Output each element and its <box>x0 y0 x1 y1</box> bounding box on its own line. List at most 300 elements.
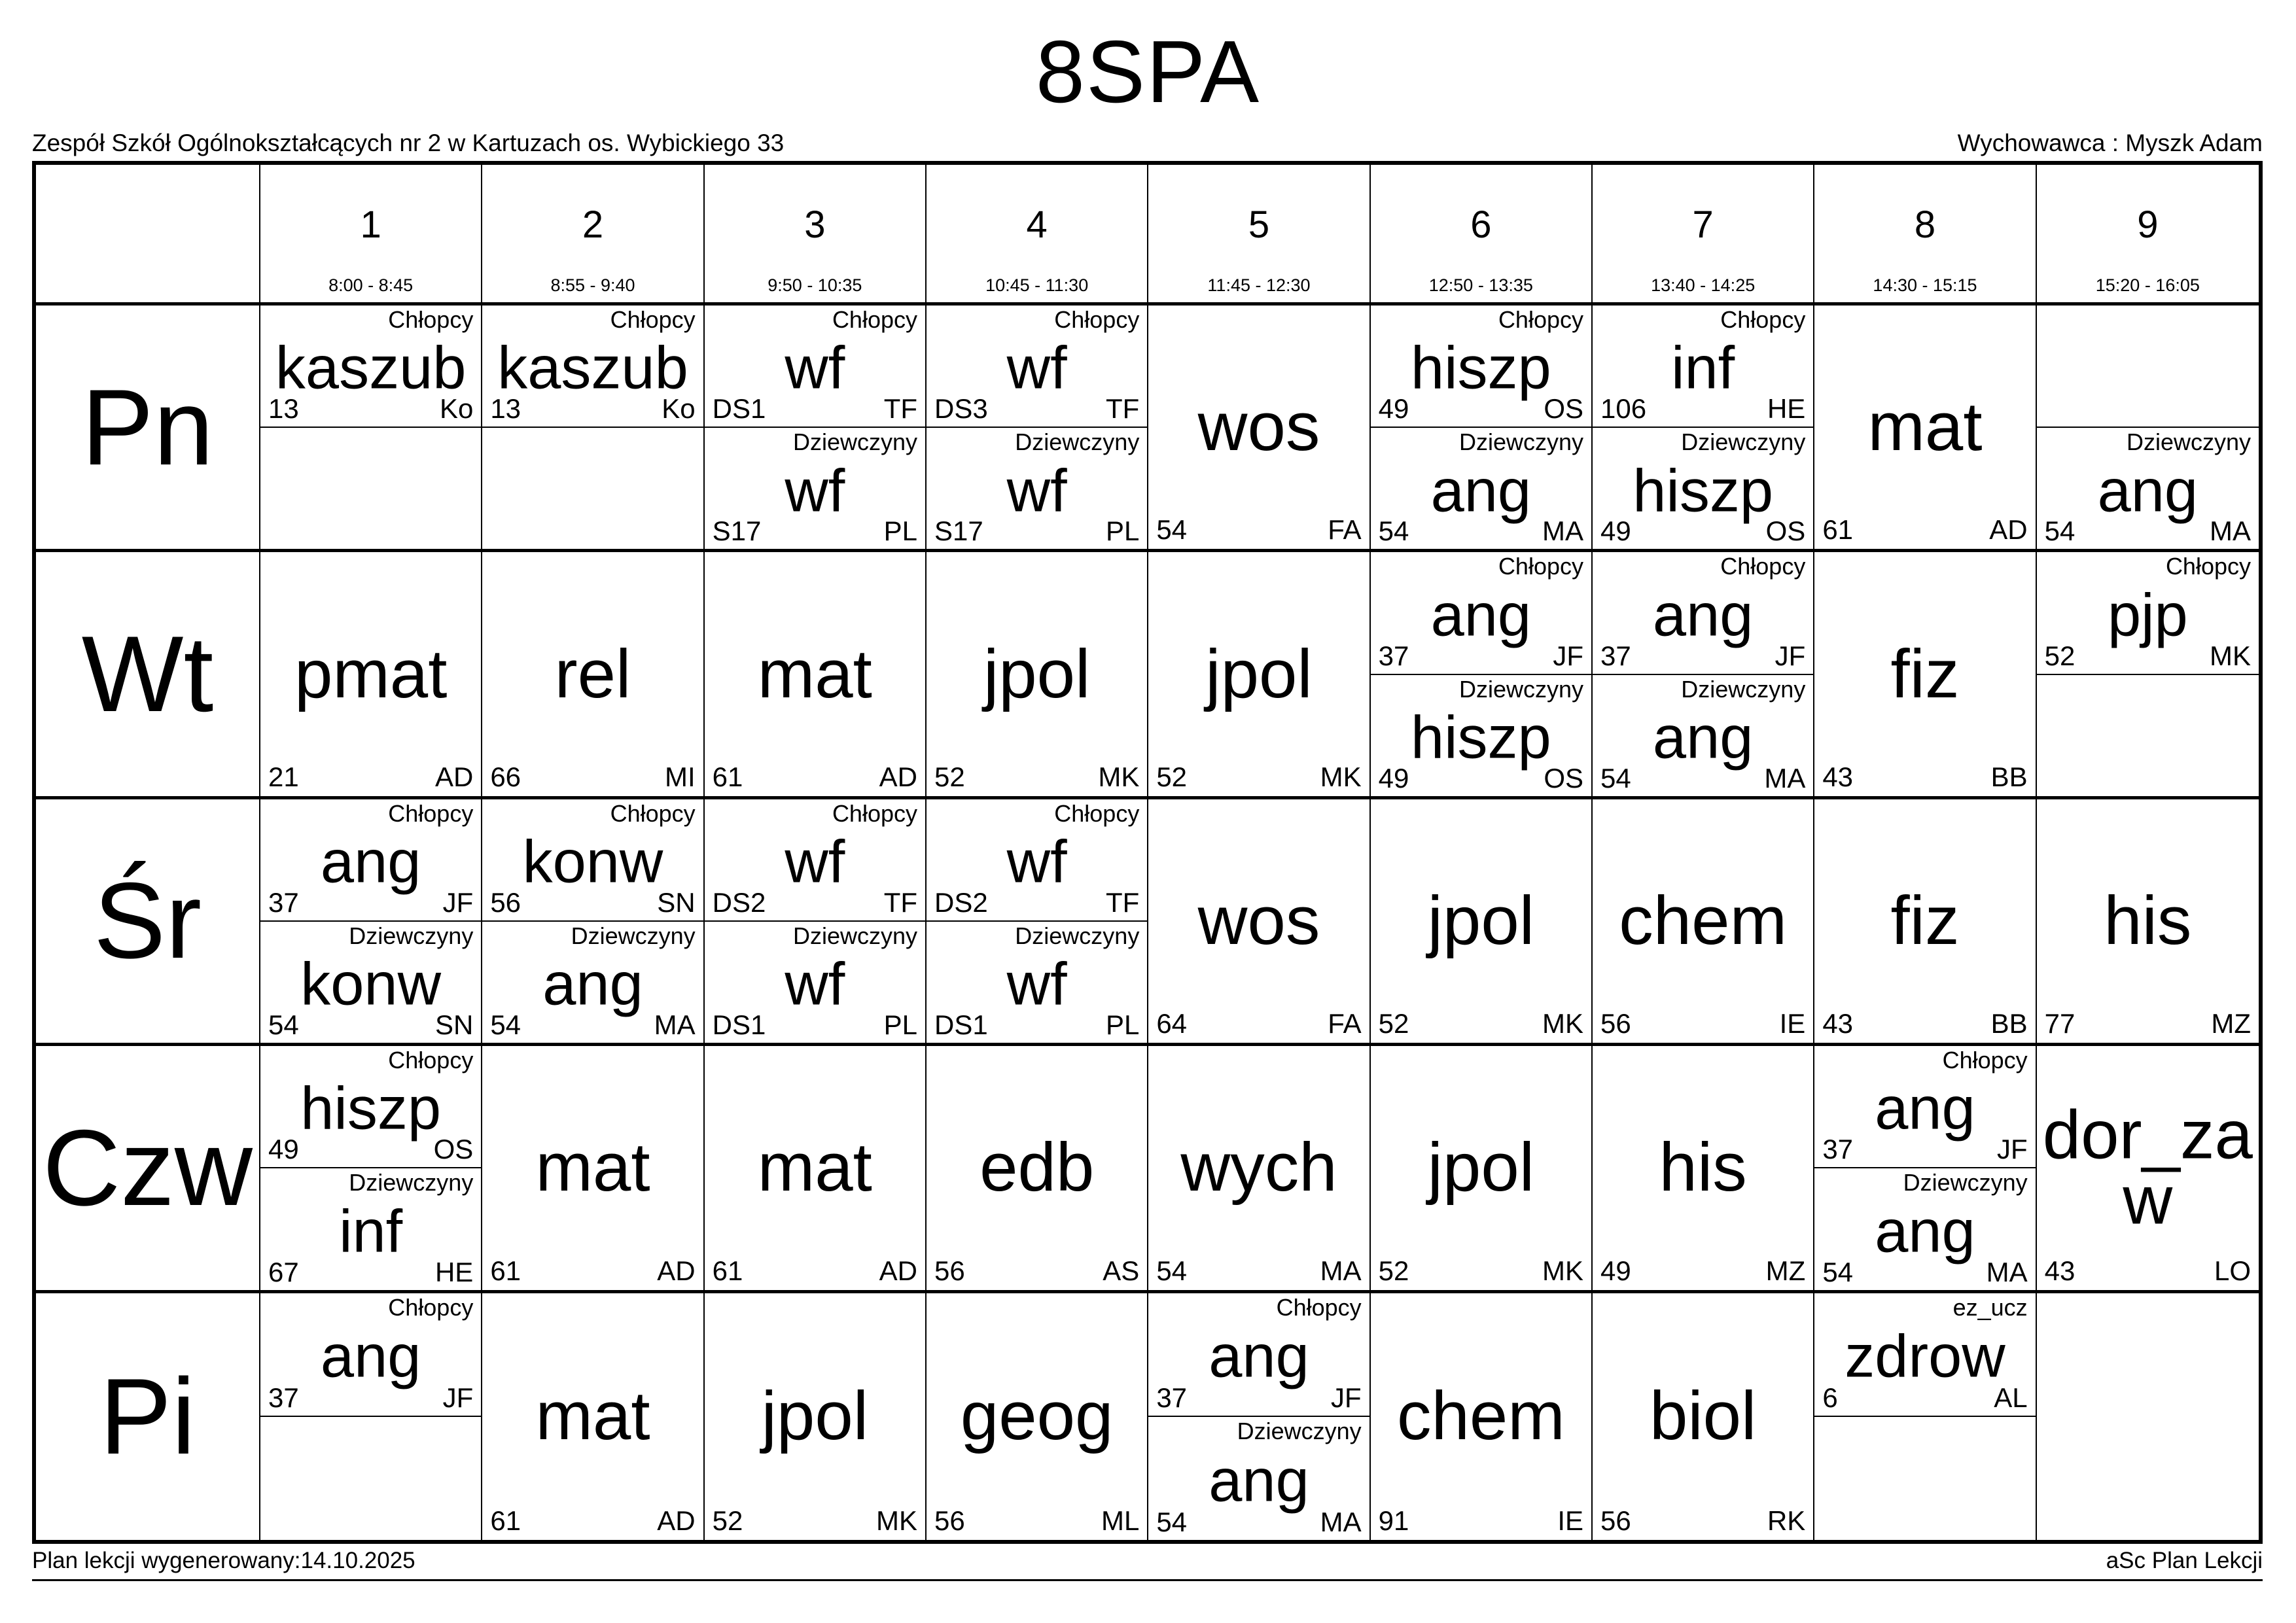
lesson-teacher: OS <box>1765 515 1806 547</box>
period-time: 13:40 - 14:25 <box>1651 275 1756 295</box>
group-label: Chłopcy <box>610 306 696 333</box>
lesson-cell <box>1593 552 1814 799</box>
lesson-subject: ang <box>1430 457 1532 524</box>
lesson-half-bottom <box>260 922 481 1043</box>
lesson-half-top <box>1814 1293 2035 1418</box>
lesson-teacher: SN <box>657 887 696 918</box>
lesson-cell <box>1148 1046 1370 1293</box>
lesson-teacher: PL <box>1105 1009 1140 1041</box>
lesson-subject: ang <box>542 951 643 1018</box>
group-label: Chłopcy <box>1498 306 1583 333</box>
lesson-cell <box>1371 305 1593 552</box>
lesson-subject: wos <box>1197 882 1320 960</box>
lesson-cell <box>482 552 704 799</box>
lesson-subject: ang <box>320 1323 421 1390</box>
lesson-subject: biol <box>1649 1378 1757 1455</box>
lesson-room: 52 <box>1378 1255 1409 1286</box>
lesson-room: 13 <box>268 393 299 425</box>
lesson-subject: wf <box>785 828 845 896</box>
lesson-subject: hiszp <box>300 1075 442 1142</box>
lesson-half-bottom <box>1814 1417 2035 1540</box>
lesson-teacher: IE <box>1557 1505 1583 1536</box>
app-name: aSc Plan Lekcji <box>2106 1548 2263 1573</box>
lesson-cell <box>705 1046 927 1293</box>
lesson-teacher: TF <box>1106 887 1140 918</box>
lesson-subject: wos <box>1197 389 1320 466</box>
lesson-teacher: RK <box>1767 1505 1806 1536</box>
lesson-half-bottom <box>1593 428 1813 549</box>
lesson-teacher: MA <box>654 1009 696 1041</box>
lesson-subject: mat <box>757 635 872 712</box>
group-label: Chłopcy <box>388 799 474 827</box>
lesson-half-bottom <box>482 922 703 1043</box>
lesson-subject: konw <box>300 951 442 1018</box>
lesson-teacher: MA <box>1320 1507 1362 1537</box>
lesson-teacher: BB <box>1990 761 2028 792</box>
lesson-room: 61 <box>712 1255 743 1286</box>
lesson-cell <box>1148 799 1370 1046</box>
tutor-name: Wychowawca : Myszk Adam <box>1957 130 2263 156</box>
period-time: 14:30 - 15:15 <box>1873 275 1977 295</box>
group-label: Chłopcy <box>1720 306 1806 333</box>
lesson-room: 43 <box>1822 1008 1854 1039</box>
lesson-teacher: ML <box>1101 1505 1140 1536</box>
lesson-room: 52 <box>712 1505 743 1536</box>
period-header-3 <box>705 165 927 305</box>
lesson-subject: wf <box>1006 334 1067 402</box>
lesson-room: 56 <box>1600 1008 1631 1039</box>
lesson-subject: wych <box>1180 1129 1337 1206</box>
lesson-room: 54 <box>1156 514 1188 546</box>
lesson-subject: ang <box>2097 457 2199 524</box>
lesson-room: 54 <box>1156 1255 1188 1286</box>
lesson-teacher: AS <box>1103 1255 1140 1286</box>
lesson-cell <box>1593 799 1814 1046</box>
lesson-teacher: MK <box>1542 1255 1583 1286</box>
lesson-cell <box>2037 799 2259 1046</box>
lesson-half-top <box>1148 1293 1369 1418</box>
lesson-room: 54 <box>268 1009 299 1041</box>
lesson-room: DS3 <box>934 393 988 425</box>
group-label: Dziewczyny <box>1458 675 1583 703</box>
day-label-pn: Pn <box>36 305 260 552</box>
lesson-half-top <box>260 799 481 922</box>
lesson-room: 37 <box>268 887 299 918</box>
lesson-half-top <box>705 799 925 922</box>
group-label: Dziewczyny <box>792 428 917 456</box>
lesson-teacher: MK <box>2210 640 2251 671</box>
lesson-subject: ang <box>1875 1075 1975 1142</box>
lesson-room: 66 <box>490 761 521 792</box>
lesson-cell <box>1148 305 1370 552</box>
lesson-subject: ang <box>1652 581 1754 648</box>
page-title: 8SPA <box>1035 22 1261 121</box>
lesson-room: 56 <box>934 1505 965 1536</box>
period-time: 8:55 - 9:40 <box>550 275 635 295</box>
lesson-cell <box>1371 552 1593 799</box>
lesson-teacher: MK <box>1098 761 1140 792</box>
period-number: 9 <box>2137 203 2159 247</box>
lesson-subject: mat <box>535 1378 650 1455</box>
lesson-teacher: FA <box>1328 514 1362 546</box>
lesson-room: 37 <box>1600 640 1631 671</box>
group-label: Dziewczyny <box>1015 428 1140 456</box>
group-label: Chłopcy <box>1054 799 1140 827</box>
lesson-cell <box>260 1046 482 1293</box>
lesson-room: DS1 <box>712 1009 766 1041</box>
lesson-teacher: TF <box>883 887 917 918</box>
lesson-room: 37 <box>268 1382 299 1414</box>
lesson-cell <box>705 799 927 1046</box>
lesson-room: DS1 <box>712 393 766 425</box>
lesson-subject: chem <box>1619 882 1788 960</box>
lesson-half-top <box>927 305 1147 428</box>
lesson-room: 49 <box>1378 762 1409 794</box>
lesson-half-top <box>482 799 703 922</box>
group-label: Dziewczyny <box>792 922 917 949</box>
lesson-subject: kaszub <box>497 334 688 402</box>
lesson-cell <box>1371 1046 1593 1293</box>
lesson-room: 52 <box>1378 1008 1409 1039</box>
lesson-room: 37 <box>1378 640 1409 671</box>
lesson-subject: wf <box>785 457 845 524</box>
lesson-subject: pmat <box>294 635 448 712</box>
lesson-cell <box>1814 552 2036 799</box>
lesson-room: 52 <box>934 761 965 792</box>
lesson-cell <box>705 305 927 552</box>
lesson-room: DS1 <box>934 1009 988 1041</box>
lesson-half-bottom <box>705 922 925 1043</box>
lesson-cell <box>705 1293 927 1540</box>
lesson-teacher: OS <box>433 1134 474 1165</box>
lesson-half-bottom <box>260 428 481 549</box>
lesson-teacher: PL <box>883 1009 917 1041</box>
lesson-teacher: MK <box>876 1505 917 1536</box>
day-label-pi: Pi <box>36 1293 260 1540</box>
lesson-subject: inf <box>1671 334 1735 402</box>
group-label: Chłopcy <box>1720 553 1806 580</box>
lesson-room: 49 <box>1600 1255 1631 1286</box>
lesson-half-bottom <box>705 428 925 549</box>
lesson-room: 54 <box>2044 515 2075 547</box>
lesson-half-bottom <box>2037 428 2259 549</box>
period-time: 8:00 - 8:45 <box>328 275 414 295</box>
lesson-cell <box>260 305 482 552</box>
period-number: 5 <box>1248 203 1270 247</box>
period-time: 11:45 - 12:30 <box>1207 275 1311 295</box>
lesson-teacher: SN <box>434 1009 474 1041</box>
lesson-half-bottom <box>1814 1168 2035 1289</box>
lesson-room: 67 <box>268 1256 299 1287</box>
lesson-cell <box>1814 1293 2036 1540</box>
group-label: Dziewczyny <box>1458 428 1583 456</box>
lesson-half-top <box>1371 305 1591 428</box>
lesson-teacher: AD <box>657 1505 696 1536</box>
lesson-cell <box>927 1293 1148 1540</box>
lesson-room: 56 <box>934 1255 965 1286</box>
lesson-half-bottom <box>1371 428 1591 549</box>
lesson-cell <box>260 799 482 1046</box>
lesson-subject: dor_zaw <box>2042 1096 2253 1239</box>
lesson-cell <box>482 1046 704 1293</box>
generated-date: Plan lekcji wygenerowany:14.10.2025 <box>32 1548 415 1573</box>
group-label: Dziewczyny <box>571 922 696 949</box>
lesson-room: 56 <box>1600 1505 1631 1536</box>
group-label: Chłopcy <box>1942 1047 2028 1074</box>
lesson-cell <box>1814 799 2036 1046</box>
lesson-subject: pjp <box>2107 581 2188 648</box>
lesson-teacher: AD <box>879 1255 917 1286</box>
lesson-teacher: LO <box>2214 1255 2251 1286</box>
period-header-7 <box>1593 165 1814 305</box>
lesson-teacher: JF <box>442 887 474 918</box>
lesson-half-top <box>1814 1046 2035 1168</box>
lesson-subject: fiz <box>1890 882 1960 960</box>
lesson-half-top <box>2037 552 2259 674</box>
lesson-teacher: TF <box>883 393 917 425</box>
lesson-subject: konw <box>522 828 663 896</box>
footer <box>32 1549 2263 1572</box>
lesson-teacher: OS <box>1544 393 1583 425</box>
lesson-teacher: JF <box>442 1382 474 1414</box>
day-label-wt: Wt <box>36 552 260 799</box>
lesson-cell <box>927 552 1148 799</box>
group-label: Chłopcy <box>832 306 917 333</box>
lesson-half-top <box>705 305 925 428</box>
lesson-room: S17 <box>934 515 983 547</box>
lesson-room: 37 <box>1156 1382 1188 1414</box>
lesson-subject: ang <box>1430 581 1532 648</box>
lesson-half-bottom <box>1371 675 1591 796</box>
lesson-subject: ang <box>1652 704 1754 771</box>
lesson-teacher: TF <box>1106 393 1140 425</box>
lesson-subject: wf <box>785 334 845 402</box>
corner-cell <box>36 165 260 305</box>
lesson-cell <box>705 552 927 799</box>
lesson-subject: wf <box>1006 457 1067 524</box>
lesson-cell <box>482 305 704 552</box>
lesson-room: S17 <box>712 515 762 547</box>
lesson-half-top <box>482 305 703 428</box>
lesson-teacher: JF <box>1997 1134 2028 1165</box>
lesson-cell <box>1593 1046 1814 1293</box>
lesson-cell <box>2037 1046 2259 1293</box>
lesson-room: 43 <box>1822 761 1854 792</box>
period-number: 8 <box>1914 203 1936 247</box>
lesson-room: 21 <box>268 761 299 792</box>
period-header-8 <box>1814 165 2036 305</box>
lesson-cell <box>482 1293 704 1540</box>
lesson-teacher: Ko <box>662 393 696 425</box>
lesson-teacher: FA <box>1328 1008 1362 1039</box>
period-header-1 <box>260 165 482 305</box>
lesson-half-top <box>1371 552 1591 674</box>
lesson-subject: fiz <box>1890 635 1960 712</box>
lesson-half-bottom <box>927 428 1147 549</box>
group-label: Dziewczyny <box>349 922 474 949</box>
period-number: 7 <box>1692 203 1714 247</box>
lesson-subject: hiszp <box>1410 704 1551 771</box>
lesson-subject: wf <box>1006 828 1067 896</box>
footer-rule <box>32 1579 2263 1581</box>
lesson-teacher: MA <box>2210 515 2251 547</box>
period-header-9 <box>2037 165 2259 305</box>
lesson-teacher: MK <box>1320 761 1362 792</box>
period-number: 1 <box>360 203 381 247</box>
lesson-teacher: JF <box>1331 1382 1362 1414</box>
lesson-teacher: JF <box>1553 640 1583 671</box>
lesson-half-top <box>260 305 481 428</box>
period-time: 9:50 - 10:35 <box>768 275 862 295</box>
timetable-grid <box>32 161 2263 1544</box>
lesson-room: 43 <box>2044 1255 2075 1286</box>
lesson-subject: ang <box>320 828 421 896</box>
period-header-4 <box>927 165 1148 305</box>
lesson-room: 56 <box>490 887 521 918</box>
lesson-subject: jpol <box>761 1378 869 1455</box>
subheader <box>32 131 2263 155</box>
lesson-half-bottom <box>1593 675 1813 796</box>
period-number: 2 <box>582 203 604 247</box>
lesson-teacher: HE <box>1767 393 1806 425</box>
lesson-teacher: MK <box>1542 1008 1583 1039</box>
lesson-teacher: BB <box>1990 1008 2028 1039</box>
group-label: Chłopcy <box>388 1047 474 1074</box>
lesson-teacher: MZ <box>1765 1255 1806 1286</box>
period-header-2 <box>482 165 704 305</box>
lesson-teacher: MA <box>1542 515 1583 547</box>
lesson-subject: ang <box>1875 1197 1975 1265</box>
lesson-subject: hiszp <box>1633 457 1774 524</box>
lesson-room: 61 <box>1822 514 1854 546</box>
lesson-subject: geog <box>960 1378 1114 1455</box>
lesson-cell <box>927 1046 1148 1293</box>
period-number: 3 <box>804 203 826 247</box>
lesson-half-top <box>1593 305 1813 428</box>
lesson-half-top <box>260 1293 481 1418</box>
lesson-cell <box>260 552 482 799</box>
lesson-cell <box>260 1293 482 1540</box>
lesson-subject: chem <box>1396 1378 1565 1455</box>
group-label: Dziewczyny <box>349 1169 474 1196</box>
lesson-teacher: AL <box>1994 1382 2028 1414</box>
lesson-teacher: JF <box>1775 640 1806 671</box>
period-number: 4 <box>1026 203 1048 247</box>
lesson-subject: jpol <box>1205 635 1313 712</box>
group-label: Chłopcy <box>388 306 474 333</box>
lesson-teacher: Ko <box>439 393 474 425</box>
lesson-subject: his <box>1659 1129 1747 1206</box>
lesson-room: 61 <box>490 1255 521 1286</box>
group-label: Chłopcy <box>1054 306 1140 333</box>
lesson-subject: rel <box>554 635 631 712</box>
lesson-subject: edb <box>980 1129 1095 1206</box>
lesson-subject: mat <box>535 1129 650 1206</box>
lesson-half-bottom <box>260 1417 481 1540</box>
lesson-half-bottom <box>1148 1417 1369 1540</box>
lesson-subject: jpol <box>1427 882 1535 960</box>
lesson-teacher: AD <box>1989 514 2028 546</box>
lesson-teacher: PL <box>883 515 917 547</box>
lesson-subject: kaszub <box>275 334 467 402</box>
lesson-teacher: AD <box>434 761 474 792</box>
lesson-teacher: MZ <box>2211 1008 2251 1039</box>
lesson-teacher: AD <box>657 1255 696 1286</box>
lesson-room: 49 <box>268 1134 299 1165</box>
lesson-half-top <box>927 799 1147 922</box>
lesson-room: DS2 <box>934 887 988 918</box>
lesson-room: DS2 <box>712 887 766 918</box>
lesson-cell <box>1148 552 1370 799</box>
lesson-room: 6 <box>1822 1382 1838 1414</box>
group-label: Dziewczyny <box>1681 428 1806 456</box>
period-header-5 <box>1148 165 1370 305</box>
lesson-room: 13 <box>490 393 521 425</box>
lesson-room: 52 <box>1156 761 1188 792</box>
lesson-half-bottom <box>927 922 1147 1043</box>
period-number: 6 <box>1470 203 1492 247</box>
period-time: 15:20 - 16:05 <box>2095 275 2200 295</box>
lesson-half-top <box>2037 305 2259 428</box>
lesson-room: 91 <box>1378 1505 1409 1536</box>
period-time: 12:50 - 13:35 <box>1428 275 1533 295</box>
lesson-teacher: IE <box>1779 1008 1806 1039</box>
lesson-cell <box>1371 799 1593 1046</box>
group-label: Chłopcy <box>388 1293 474 1321</box>
school-name: Zespół Szkół Ogólnokształcących nr 2 w Kartuzach os. Wybickiego 33 <box>32 130 785 156</box>
lesson-subject: jpol <box>983 635 1091 712</box>
lesson-half-top <box>260 1046 481 1168</box>
lesson-cell <box>927 799 1148 1046</box>
lesson-cell <box>2037 552 2259 799</box>
lesson-cell <box>1593 305 1814 552</box>
lesson-room: 61 <box>490 1505 521 1536</box>
group-label: ez_ucz <box>1952 1293 2028 1321</box>
lesson-room: 54 <box>490 1009 521 1041</box>
lesson-cell <box>927 305 1148 552</box>
lesson-room: 61 <box>712 761 743 792</box>
lesson-subject: ang <box>1209 1447 1309 1514</box>
lesson-subject: his <box>2104 882 2192 960</box>
day-label-czw: Czw <box>36 1046 260 1293</box>
lesson-room: 106 <box>1600 393 1647 425</box>
group-label: Dziewczyny <box>1681 675 1806 703</box>
lesson-room: 54 <box>1378 515 1409 547</box>
lesson-room: 49 <box>1600 515 1631 547</box>
group-label: Dziewczyny <box>1903 1169 2028 1196</box>
lesson-cell <box>1148 1293 1370 1540</box>
lesson-room: 37 <box>1822 1134 1854 1165</box>
lesson-teacher: HE <box>434 1256 474 1287</box>
lesson-subject: inf <box>339 1197 403 1265</box>
period-header-6 <box>1371 165 1593 305</box>
lesson-teacher: OS <box>1544 762 1583 794</box>
lesson-subject: hiszp <box>1410 334 1551 402</box>
group-label: Chłopcy <box>610 799 696 827</box>
group-label: Dziewczyny <box>1237 1418 1362 1445</box>
lesson-half-bottom <box>482 428 703 549</box>
group-label: Chłopcy <box>1276 1293 1362 1321</box>
group-label: Chłopcy <box>832 799 917 827</box>
group-label: Dziewczyny <box>2126 428 2251 456</box>
day-label-śr: Śr <box>36 799 260 1046</box>
lesson-room: 54 <box>1600 762 1631 794</box>
lesson-teacher: AD <box>879 761 917 792</box>
lesson-subject: jpol <box>1427 1129 1535 1206</box>
lesson-teacher: MA <box>1320 1255 1362 1286</box>
lesson-cell <box>482 799 704 1046</box>
lesson-room: 77 <box>2044 1008 2075 1039</box>
